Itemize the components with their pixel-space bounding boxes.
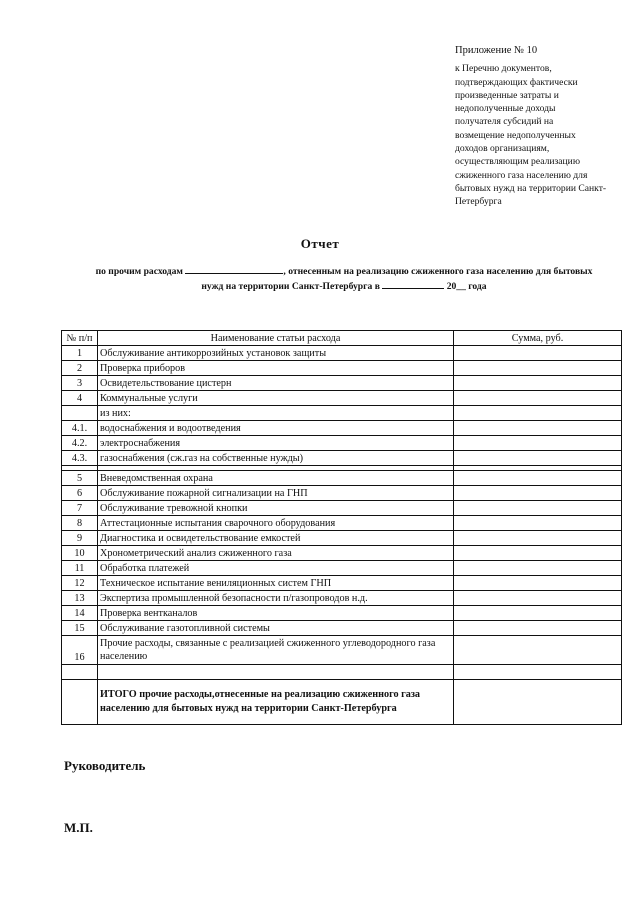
expense-blank-field[interactable] [185,264,283,274]
row-number: 4.1. [62,421,98,436]
table-row [62,361,622,376]
row-sum-cell[interactable] [454,376,622,391]
row-number: 8 [62,516,98,531]
row-number: 4 [62,391,98,406]
row-sum-cell[interactable] [454,406,622,421]
appendix-line: доходов организациям, [455,143,550,155]
row-number: 14 [62,606,98,621]
header-name: Наименование статьи расхода [98,331,454,346]
row-number: 16 [62,636,98,665]
row-sum-cell[interactable] [454,546,622,561]
row-number: 2 [62,361,98,376]
row-sum-cell[interactable] [454,421,622,436]
table-row [62,561,622,576]
row-number: 5 [62,471,98,486]
row-number: 10 [62,546,98,561]
report-title: Отчет [300,236,340,251]
row-name: Проверка вентканалов [98,606,454,621]
table-row [62,421,622,436]
header-sum: Сумма, руб. [454,331,622,346]
row-name: Обслуживание антикоррозийных установок защиты [98,346,454,361]
total-sum-cell[interactable] [454,680,622,725]
table-row [62,436,622,451]
appendix-line: подтверждающих фактически [455,76,578,88]
row-sum-cell[interactable] [454,516,622,531]
subtitle-text: нужд на территории Санкт-Петербурга [201,281,373,292]
table-row [62,546,622,561]
row-name: газоснабжения (сж.газ на собственные нужды) [98,451,454,466]
table-row [62,486,622,501]
appendix-block [455,44,635,209]
stamp-label: М.П. [64,820,93,835]
row-sum-cell[interactable] [454,606,622,621]
row-name: Обработка платежей [98,561,454,576]
appendix-line: осуществляющим реализацию [455,156,580,168]
year-suffix: года [468,281,487,292]
row-name: Освидетельствование цистерн [98,376,454,391]
subtitle-line-1 [64,264,624,279]
header-number: № п/п [62,331,98,346]
row-name: водоснабжения и водоотведения [98,421,454,436]
row-number: 15 [62,621,98,636]
row-sum-cell[interactable] [454,346,622,361]
row-name: из них: [98,406,454,421]
total-row [62,680,622,725]
table-row [62,346,622,361]
row-name: Техническое испытание вениляционных систем ГНП [98,576,454,591]
row-sum-cell[interactable] [454,561,622,576]
row-sum-cell[interactable] [454,636,622,665]
row-sum-cell[interactable] [454,471,622,486]
table-row [62,606,622,621]
table-row [62,516,622,531]
director-label: Руководитель [64,758,146,773]
row-name: Обслуживание пожарной сигнализации на ГНП [98,486,454,501]
row-sum-cell[interactable] [454,621,622,636]
appendix-line: бытовых нужд на территории Санкт- [455,182,607,194]
row-sum-cell[interactable] [454,436,622,451]
row-sum-cell[interactable] [454,531,622,546]
table-row [62,576,622,591]
row-sum-cell[interactable] [454,391,622,406]
appendix-line: к Перечню документов, [455,63,552,75]
table-row [62,591,622,606]
appendix-line: сжиженного газа населению для [455,169,588,181]
row-name: Прочие расходы, связанные с реализацией сжиженного углеводородного газа населению [98,636,454,665]
subtitle-line-2 [64,279,624,294]
row-number: 7 [62,501,98,516]
row-name: Проверка приборов [98,361,454,376]
row-sum-cell[interactable] [454,486,622,501]
appendix-line: Петербурга [455,196,502,208]
appendix-line: возмещение недополученных [455,129,576,141]
appendix-line: недополученные доходы [455,103,556,115]
row-sum-cell[interactable] [454,576,622,591]
row-sum-cell[interactable] [454,665,622,680]
row-number: 9 [62,531,98,546]
table-row [62,621,622,636]
subtitle-text: по прочим расходам [95,266,183,277]
row-name: Хронометрический анализ сжиженного газа [98,546,454,561]
row-number: 13 [62,591,98,606]
table-row [62,501,622,516]
row-name: Экспертиза промышленной безопасности п/газопроводов н.д. [98,591,454,606]
year-prefix: 20__ [446,281,466,292]
table-row [62,636,622,665]
row-number: 1 [62,346,98,361]
table-row [62,471,622,486]
row-number: 3 [62,376,98,391]
row-sum-cell[interactable] [454,451,622,466]
row-number: 11 [62,561,98,576]
appendix-line: произведенные затраты и [455,89,559,101]
row-name: Коммунальные услуги [98,391,454,406]
row-sum-cell[interactable] [454,501,622,516]
empty-row [62,665,622,680]
table-row [62,531,622,546]
row-number: 4.3. [62,451,98,466]
row-name: электроснабжения [98,436,454,451]
row-sum-cell[interactable] [454,591,622,606]
report-subtitle [64,264,624,294]
subtitle-text: , отнесенным на реализацию сжиженного газа населению для бытовых [283,266,593,277]
row-name: Вневедомственная охрана [98,471,454,486]
row-number: 6 [62,486,98,501]
subtitle-text: в [374,281,380,292]
appendix-title: Приложение № 10 [455,45,538,56]
row-name: Аттестационные испытания сварочного оборудования [98,516,454,531]
row-name: Обслуживание тревожной кнопки [98,501,454,516]
expense-table [61,330,622,725]
table-row [62,406,622,421]
table-row [62,376,622,391]
total-label: ИТОГО прочие расходы,отнесенные на реализацию сжиженного газа населению для бытовых нужд на территории Санкт-Петербурга [98,680,454,725]
row-sum-cell[interactable] [454,361,622,376]
row-name: Обслуживание газотопливной системы [98,621,454,636]
row-number [62,406,98,421]
table-header-row [62,331,622,346]
table-row [62,391,622,406]
row-name: Диагностика и освидетельствование емкостей [98,531,454,546]
row-number: 4.2. [62,436,98,451]
month-blank-field[interactable] [382,279,444,289]
table-row [62,451,622,466]
row-number: 12 [62,576,98,591]
appendix-line: получателя субсидий на [455,116,554,128]
